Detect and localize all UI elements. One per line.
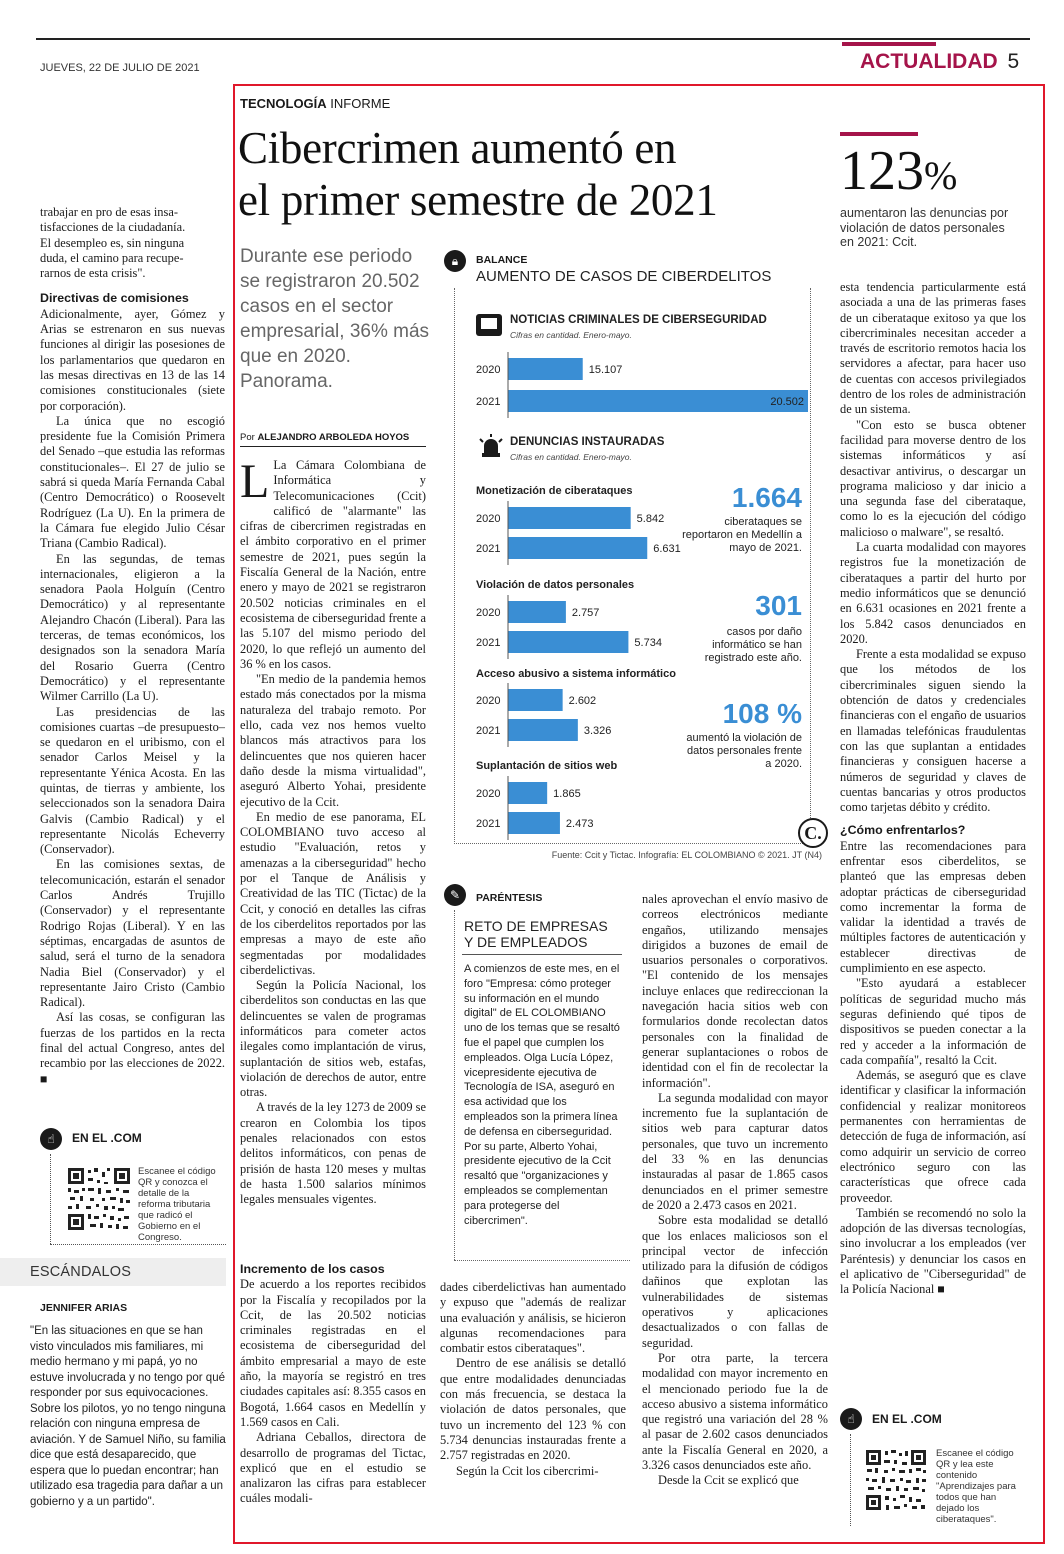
stat2-text: casos por daño informático se han registrado este año.: [704, 626, 802, 664]
paragraph: Las presidencias de las comisiones cuartas –de presupuesto– se quedaron en el uribismo, con el senador Carlos Meisel y la representante Yénica Acosta. En las quintas, de tierras y ambiente, los seleccionados son la senadora Daira Galvis (Cambio Radical) y el representante Nicolás Echeverry (Conservador).: [40, 704, 225, 857]
infographic: [440, 248, 824, 868]
article-col-2-bottom: [440, 1280, 626, 1479]
paragraph: Frente a esta modalidad se expuso que los métodos de los cibercriminales siguen siendo la obtención de datos y credenciales financieras con el engaño de usuarios en llamadas telefónicas fraudulentas con las que suplantan a entidades financieras y consiguen hacerse a números de seguridad y claves de cuentas bancarias y otros productos como tarjetas débito y crédito.: [840, 647, 1026, 815]
qr-box-2-title: EN EL .COM: [872, 1412, 942, 1426]
paragraph: Adicionalmente, ayer, Gómez y Arias se estrenaron en sus nuevas funciones al dirigir las posesiones de los parlamentarios que quedaron en las mesas directivas en 13 de las 14 comisiones constitucionales (siete por corporación).: [40, 306, 225, 413]
paragraph: La única que no escogió presidente fue la Comisión Primera del Senado –que estudia las reformas constitucionales–. El 27 de julio se sabrá si queda María Fernanda Cabal (Centro Democrático) o Roosevelt Rodríguez (La U). En la primera de la Cámara fue elegido Julio César Triana (Cambio Radical).: [40, 413, 225, 551]
paragraph: dades ciberdelictivas han aumentado y expuso que "además de realizar una evaluación y análisis, se hicieron algunas recomendaciones para combatir estos ciberataques".: [440, 1280, 626, 1356]
issue-date: JUEVES, 22 DE JULIO DE 2021: [40, 62, 200, 74]
bar-value-label: 3.326: [583, 725, 612, 737]
bar: [508, 631, 628, 653]
infographic-title: AUMENTO DE CASOS DE CIBERDELITOS: [476, 268, 772, 285]
bar-year-label: 2020: [476, 695, 501, 707]
bar-value-label: 6.631: [653, 543, 681, 555]
bar-year-label: 2021: [476, 396, 501, 408]
paragraph: En las segundas, de temas internacionales, eligieron a la senadora Paola Holguín (Centro Democrático) y al representante Alejandro Chacón (Liberal). Para las terceras, de temas económicos, los designados son la senadora María del Rosario Guerra (Centro Democrático) y el representante Wilmer Carrillo (La U).: [40, 551, 225, 704]
stat3-big: 108 %: [722, 698, 802, 729]
qr-code-icon: [864, 1448, 928, 1512]
escandalos-quote: "En las situaciones en que se han visto vinculados mis familiares, mi medio hermano y mi papá, yo no estuve involucrada y no tengo por qué responder por sus equivocaciones. Sobre los pilotos, yo no tengo ninguna relación con ninguna empresa de aviación. Y de Samuel Niño, su familia dice que está desaparecido, que espera que lo puedan encontrar; han utilizado esa tragedia para dañar a un gobierno y a un partido".: [30, 1325, 226, 1508]
paragraph: Así las cosas, se configuran las fuerzas de los partidos en la recta final del actual Congreso, antes del recambio por las elecciones de 2022. ■: [40, 1010, 225, 1086]
infographic-label: BALANCE: [476, 254, 528, 266]
qr-box-title: EN EL .COM: [72, 1131, 142, 1145]
paragraph: En las comisiones sextas, de telecomunicación, estarán el senador Carlos Andrés Trujillo (Conservador) y el representante Rodrigo Rojas (Liberal). Y en las séptimas, encargadas de asuntos de salud, será el turno de la senadora Nadia Biel (Conservador) y el representante Jairo Cristo (Cambio Radical).: [40, 857, 225, 1010]
bar-value-label: 2.757: [571, 607, 600, 619]
bar: [508, 812, 560, 834]
stat-percent: %: [924, 153, 958, 198]
headline-line-2: el primer semestre de 2021: [238, 175, 718, 225]
intro-line: El desempleo es, sin ninguna: [40, 235, 185, 250]
bar-value-label: 5.842: [636, 513, 665, 525]
bar: [508, 689, 563, 711]
bar-year-label: 2020: [476, 607, 501, 619]
deck: Durante ese periodo se registraron 20.502 casos en el sector empresarial, 36% más que en 2020. Panorama.: [240, 246, 430, 392]
bar-year-label: 2021: [476, 637, 501, 649]
stat1-text: ciberataques se reportaron en Medellín a mayo de 2021.: [682, 516, 802, 554]
subheading-comisiones: Directivas de comisiones: [40, 291, 189, 306]
headline: [238, 122, 828, 226]
bar: [508, 719, 578, 741]
section2-title: DENUNCIAS INSTAURADAS: [510, 436, 665, 448]
parentesis-box: [440, 884, 630, 1264]
byline: [240, 432, 409, 443]
bar-year-label: 2020: [476, 364, 501, 376]
alarm-icon: [478, 434, 504, 456]
section1-title: NOTICIAS CRIMINALES DE CIBERSEGURIDAD: [510, 314, 767, 326]
qr-box-2-text: Escanee el código QR y lea este contenido "Aprendizajes para todos que han dejado los ciberataques".: [936, 1448, 1016, 1525]
bar-year-label: 2021: [476, 543, 501, 555]
stat-text: aumentaron las denuncias por violación de datos personales en 2021: Ccit.: [840, 206, 1009, 249]
bar-value-label: 15.107: [588, 364, 623, 376]
intro-line: rarnos de esta crisis".: [40, 266, 146, 281]
paragraph: "En medio de la pandemia hemos estado más conectados por la misma naturaleza del trabajo remoto. Por ello, cada vez nos hemos vuelto blancos más atractivos para los delincuentes que nos quieren hacer daño desde la misma virtualidad", aseguró Alberto Yohai, presidente ejecutivo de la Ccit.: [240, 672, 426, 809]
pin-icon: ✎: [444, 884, 466, 906]
stat-number: 123: [840, 140, 924, 202]
paragraph: La cuarta modalidad con mayores registros fue la monetización de ciberataques a partir del hurto por medio informáticos que se denunció en 6.631 ocasiones en 2021 frente a los 5.842 casos denunciados en 2020.: [840, 540, 1026, 646]
bar: [508, 358, 583, 380]
parentesis-text: A comienzos de este mes, en el foro "Empresa: cómo proteger su información en el mundo digital" de EL COLOMBIANO uno de los temas que se resaltó fue el papel que cumplen los empleados. Olga Lucía López, vicepresidente ejecutiva de Tecnología de ISA, aseguró en esa actividad que los empleados son la primera línea de defensa en ciberseguridad. Por su parte, Alberto Yohai, presidente ejecutivo de la Ccit resaltó que "organizaciones y empleados se complementan para protegerse del cibercrimen".: [464, 963, 620, 1227]
page-number: 5: [1007, 50, 1020, 73]
bar-value-label: 5.734: [634, 637, 662, 649]
paragraph-lead: [240, 455, 426, 672]
paragraph: Desde la Ccit se explicó que: [658, 1473, 799, 1488]
subheading-enfrentarlos: ¿Cómo enfrentarlos?: [840, 823, 966, 838]
bar-year-label: 2020: [476, 513, 501, 525]
paragraph: Según la Ccit los cibercrimi-: [456, 1463, 599, 1478]
section2-note: Cifras en cantidad. Enero-mayo.: [510, 452, 632, 462]
paragraph: A través de la ley 1273 de 2009 se crearon en Colombia los tipos penales relacionados con estos delitos informáticos, con penas de prisión de hasta 120 meses y multas de hasta 1.500 salarios mínimos legales mensuales vigentes.: [240, 1100, 426, 1207]
pointer-hand-icon: ☝: [840, 1408, 862, 1430]
paragraph: Sobre esta modalidad se detalló que los enlaces maliciosos son el principal vector de infección utilizado para la difusión de códigos dañinos que explotan las vulnerabilidades de sistemas operativos y aplicaciones desactualizados o con fallas de seguridad.: [642, 1213, 828, 1350]
bar-value-label: 20.502: [770, 396, 804, 408]
intro-text: [40, 205, 225, 281]
subheading-incremento: Incremento de los casos: [240, 1262, 385, 1276]
chart-title: Suplantación de sitios web: [476, 760, 618, 772]
intro-line: duda, el camino para recupe-: [40, 250, 184, 265]
stat1-big: 1.664: [731, 482, 802, 513]
kicker-bold: TECNOLOGÍA: [240, 96, 327, 111]
chart-title: Violación de datos personales: [476, 579, 635, 591]
qr-box-text: Escanee el código QR y conozca el detalle de la reforma tributaria que radicó el Gobierno en el Congreso.: [138, 1166, 216, 1243]
stat-big: [840, 140, 957, 207]
section1-note: Cifras en cantidad. Enero-mayo.: [510, 330, 632, 340]
qr-code-icon: [66, 1166, 132, 1232]
bar-value-label: 2.602: [568, 695, 597, 707]
escandalos-author: JENNIFER ARIAS: [40, 1302, 128, 1314]
parentesis-title: RETO DE EMPRESAS Y DE EMPLEADOS: [464, 918, 608, 950]
qr-code[interactable]: [66, 1166, 132, 1232]
padlock-icon: 🔒︎: [444, 250, 466, 272]
pointer-hand-icon: ☝: [40, 1128, 62, 1150]
paragraph: En medio de ese panorama, EL COLOMBIANO tuvo acceso al estudio "Evaluación, retos y amenazas a la ciberseguridad" hecho por el Tanque de Análisis y Creatividad de las TIC (Tictac) de la Ccit, y conoció en detalles las cifras de los ciberdelitos reportados por las empresas a mayo de este año segmentadas por modalidades ciberdelictivas.: [240, 809, 426, 977]
qr-box: [40, 1128, 226, 1248]
stat2-big: 301: [755, 590, 802, 621]
bar-year-label: 2021: [476, 818, 501, 830]
drop-cap: L: [240, 455, 270, 508]
article-col-3: [642, 892, 828, 1489]
bar: [508, 601, 566, 623]
paragraph: esta tendencia particularmente está asociada a una de las primeras fases de un ciberataque exitoso ya que los cibercriminales necesitan acceder a través de escritorio remotos hacia los servidores a afectar, para hacer uso de cuentas con accesos privilegiados dentro de los roles de administración de un sistema.: [840, 280, 1026, 417]
bar-year-label: 2020: [476, 788, 501, 800]
paragraph: Entre las recomendaciones para enfrentar esos ciberdelitos, se planteó que las empresas deben adoptar prácticas de ciberseguridad como incrementar la forma de validar la identidad a través de múltiples factores de autenticación y establecer directivas de cumplimiento en ese aspecto.: [840, 838, 1026, 976]
bar-value-label: 2.473: [565, 818, 594, 830]
paragraph: De acuerdo a los reportes recibidos por la Fiscalía y recopilados por la Ccit, de las 20.502 noticias criminales registradas en el ecosistema de ciberseguridad del ámbito empresarial a mayo de este año, la mayoría se registró en tres ciudades capitales así: 8.355 casos en Bogotá, 1.664 casos en Medellín y 1.569 casos en Cali.: [240, 1277, 426, 1429]
article-col-1-bottom: [240, 1262, 426, 1507]
byline-prefix: Por: [240, 432, 255, 443]
paragraph: La segunda modalidad con mayor incremento fue la suplantación de sitios web para capturar datos personales, que tuvo un incremento del 33 % en las denuncias instauradas al pasar de 1.865 casos denunciados en el primer semestre de 2020 a 2.473 casos en 2021.: [642, 1090, 828, 1212]
lead-text: La Cámara Colombiana de Informática y Telecomunicaciones (Ccit) calificó de "alarmante" las cifras de cibercrimen registradas en el ámbito corporativo en el primer semestre de 2021, pues según la Fiscalía General de la Nación, entre enero y mayo de 2021 se registraron 20.502 noticias criminales en el ecosistema de ciberseguridad frente a las 5.107 del mismo periodo del 2020, lo que reflejó un aumento del 36 % en los casos.: [240, 458, 426, 671]
left-column: [40, 205, 225, 1087]
paragraph: nales aprovechan el envío masivo de correos electrónicos mediante engaños, utilizando mensajes dirigidos a buzones de email de usuarios personales o corporativos. "El contenido de los mensajes incluye enlaces que redireccionan la navegación hacia sitios web con formularios donde recolectan datos personales con la finalidad de generar suplantaciones o robos de identidad con el fin de recolectar la información".: [642, 892, 828, 1090]
elcolombiano-logo: C.: [798, 818, 828, 848]
article-col-4: [840, 280, 1026, 1298]
intro-line: tisfacciones de la ciudadanía.: [40, 220, 186, 235]
bar: [508, 390, 808, 412]
kicker: [240, 96, 390, 111]
parentesis-label: PARÉNTESIS: [476, 892, 543, 904]
paragraph: Además, se aseguró que es clave identificar y clasificar la información confidencial y realizar monitoreos permanentes con herramientas de detección de fuga de información, así como adquirir un servicio de correo electrónico seguro con las características que ofrece cada proveedor.: [840, 1068, 1026, 1205]
headline-line-1: Cibercrimen aumentó en: [238, 123, 677, 173]
escandalos-header: ESCÁNDALOS: [30, 1264, 132, 1280]
article-col-1: [240, 455, 426, 1208]
siren-icon: [478, 434, 504, 458]
section-title: [860, 50, 1019, 74]
paragraph: Según la Policía Nacional, los ciberdelitos son conductas en las que delincuentes se valen de programas informáticos para cometer actos ilegales como implantación de virus, suplantación de sitios web, estafas, violación de derechos de autor, entre otras.: [240, 978, 426, 1100]
chart-title: Acceso abusivo a sistema informático: [476, 668, 676, 680]
paragraph: Adriana Ceballos, directora de desarrollo de programas del Tictac, explicó que en el estudio se analizaron las cifras para establecer cuáles modali-: [240, 1430, 426, 1506]
chart-title: Monetización de ciberataques: [476, 485, 633, 497]
stat3-text: aumentó la violación de datos personales frente a 2020.: [686, 732, 802, 770]
bar: [508, 537, 647, 559]
bar-year-label: 2021: [476, 725, 501, 737]
kicker-light: INFORME: [330, 96, 391, 111]
qr-box-2: [840, 1408, 1026, 1528]
bar: [508, 782, 547, 804]
intro-line: trabajar en pro de esas insa-: [40, 205, 178, 219]
paragraph: "Esto ayudará a establecer políticas de seguridad mucho más seguras definiendo qué tipos de dispositivos se pueden conectar a la red y acceder a la información de cada compañía", resaltó la Ccit.: [840, 976, 1026, 1067]
paragraph: También se recomendó no solo la adopción de las diversas tecnologías, sino involucrar a los empleados (ver Paréntesis) y denunciar los casos en el aplicativo de "Ciberseguridad" de la Policía Nacional ■: [840, 1205, 1026, 1297]
paragraph: "Con esto se busca obtener facilidad para moverse dentro de los sistemas informáticos y así desactivar antivirus, o descargar un programa malicioso y dar inicio a una segunda fase del ciberataque, como lo es la ejecución del código malicioso o malware", se resaltó.: [840, 417, 1026, 539]
section-name: ACTUALIDAD: [860, 50, 998, 73]
bar-value-label: 1.865: [553, 788, 581, 800]
paragraph: Dentro de ese análisis se detalló que entre modalidades denunciadas con más frecuencia, se destaca la violación de datos personales, que tuvo un incremento del 123 % con 5.734 denuncias instauradas frente a 2.757 registradas en 2020.: [440, 1356, 626, 1463]
qr-code-2[interactable]: [864, 1448, 928, 1512]
infographic-source: Fuente: Ccit y Tictac. Infografía: EL COLOMBIANO © 2021. JT (N4): [551, 850, 822, 860]
bar: [508, 507, 631, 529]
paragraph: Por otra parte, la tercera modalidad con mayor incremento en el mencionado periodo fue la de acceso abusivo a sistema informático que registró una variación del 28 % al pasar de 2.602 casos denunciados ante la Fiscalía General en 2020, a 3.326 casos denunciados este año.: [642, 1350, 828, 1472]
byline-name: ALEJANDRO ARBOLEDA HOYOS: [257, 432, 410, 443]
